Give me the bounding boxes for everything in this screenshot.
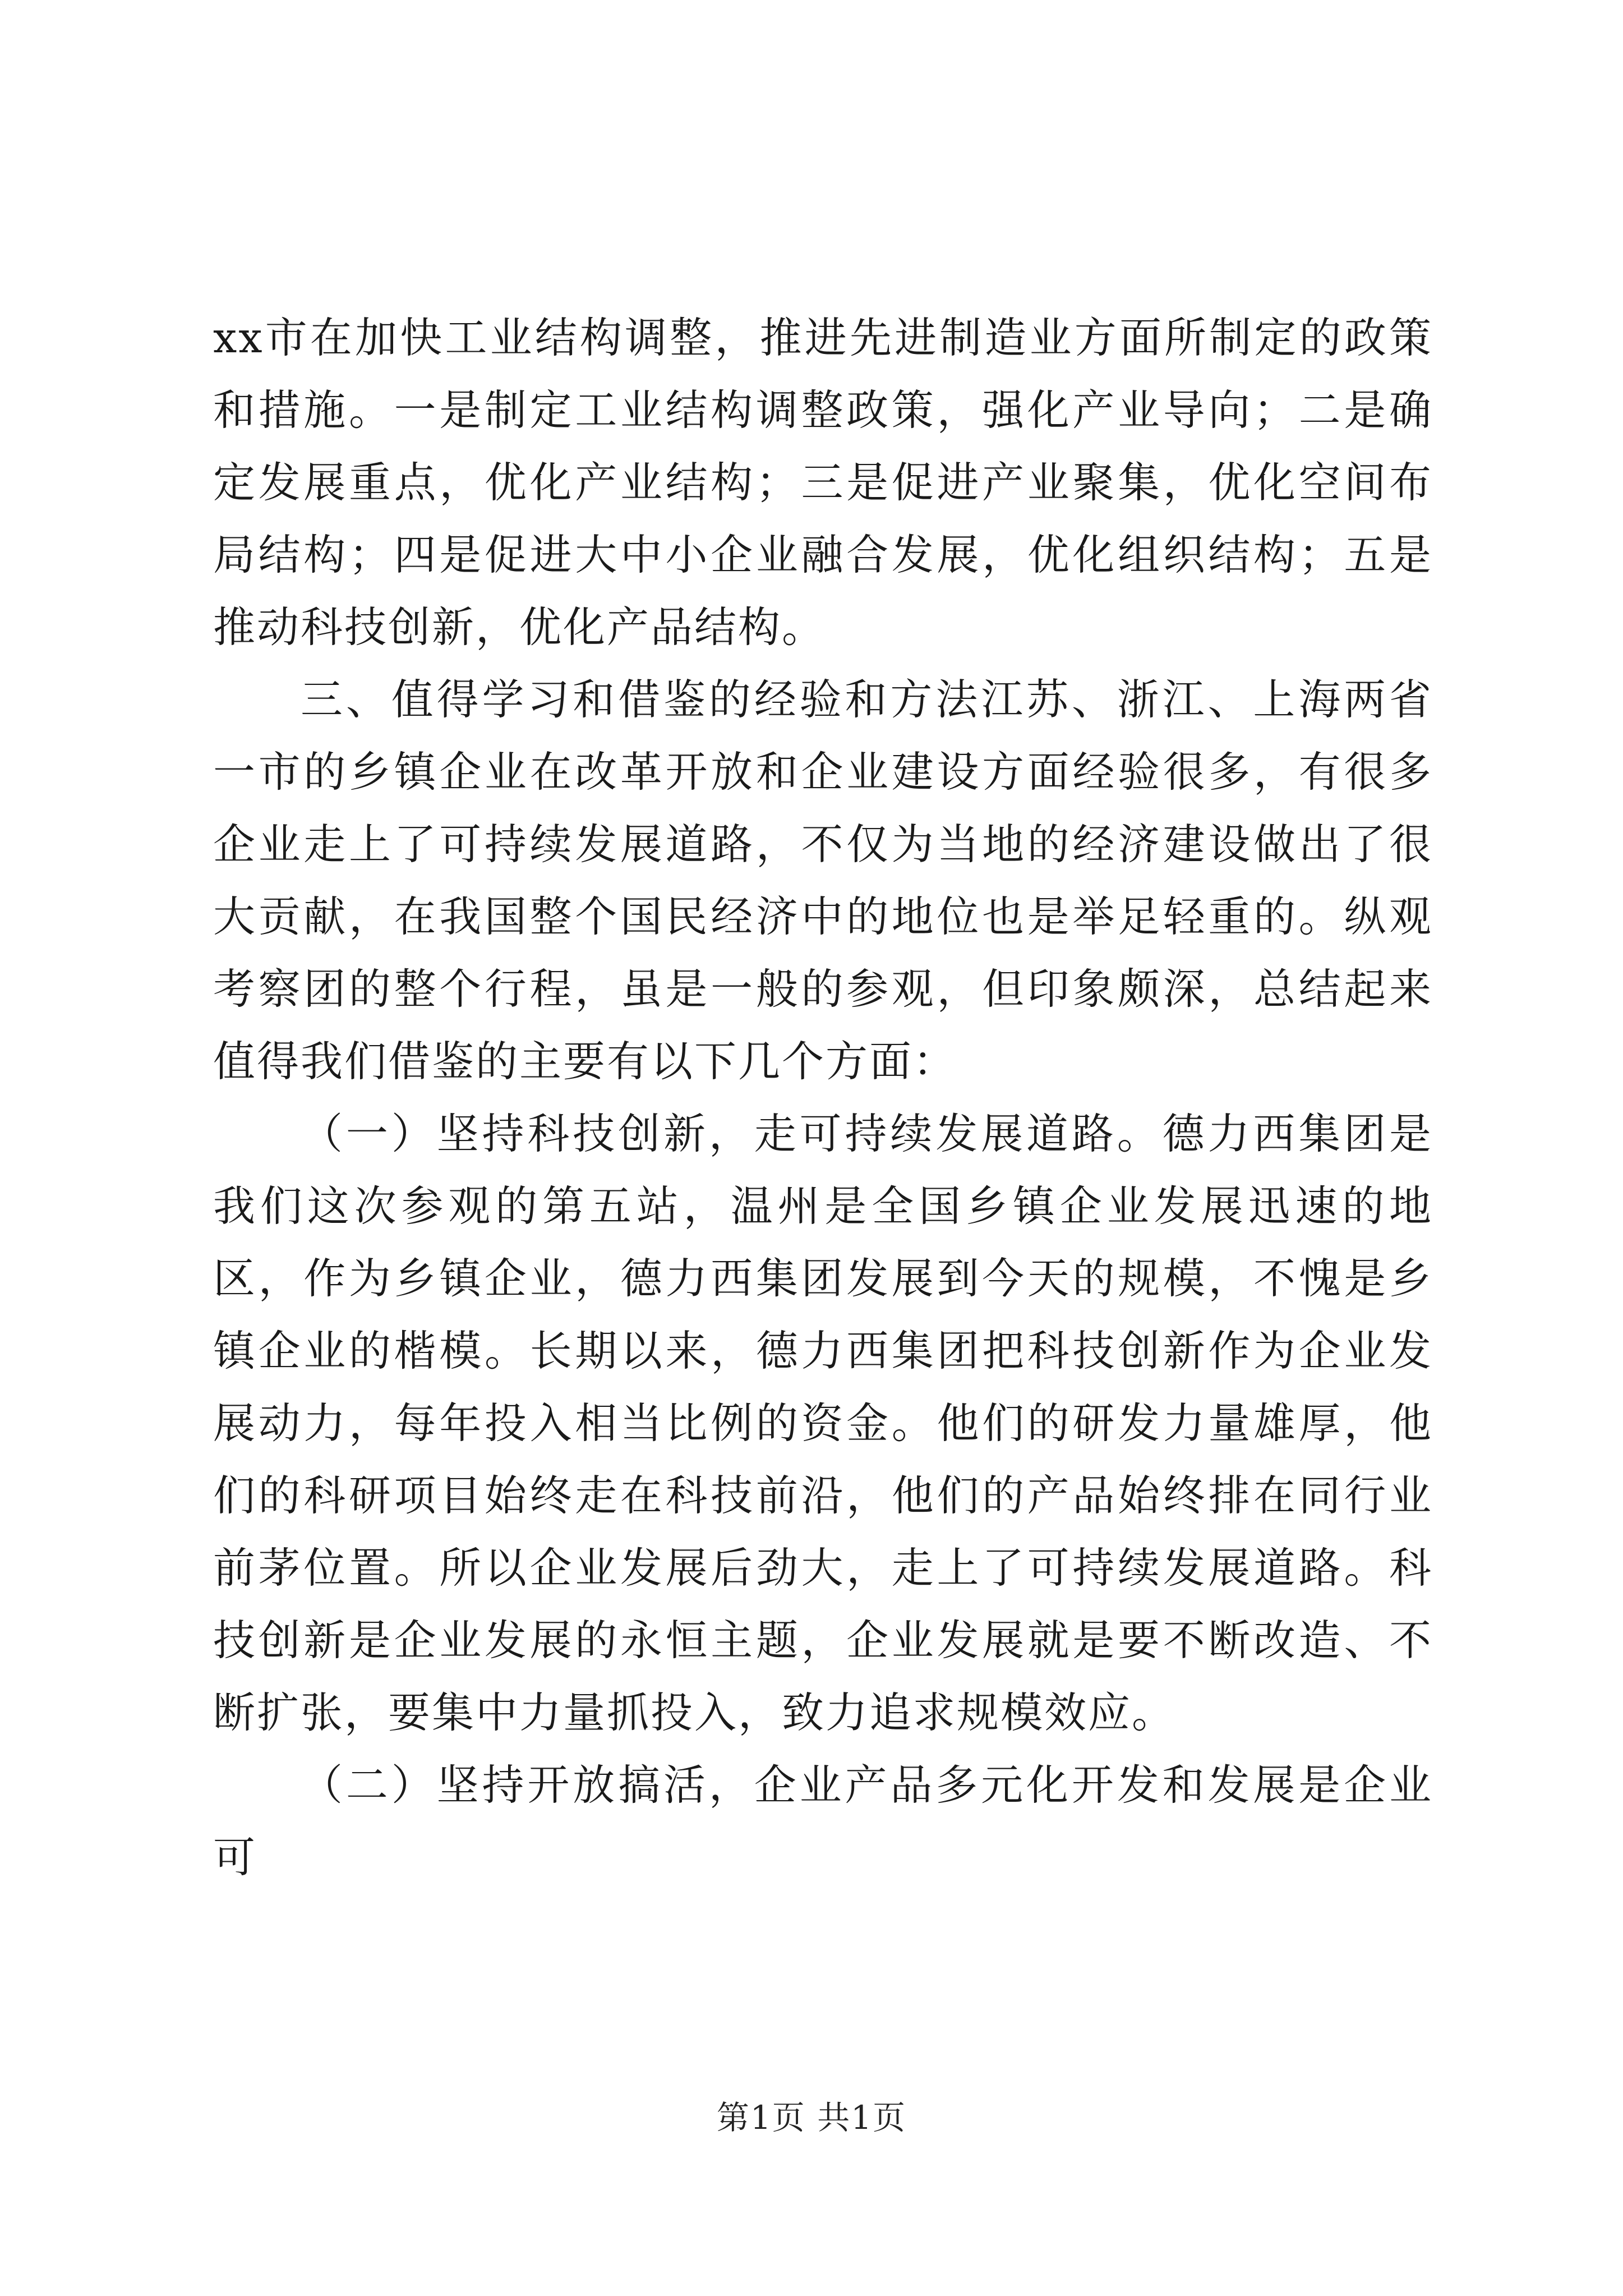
document-body [213,302,1433,1894]
page-footer: 第1页 共1页 [716,2099,907,2137]
paragraph-section-three-experience: 三、值得学习和借鉴的经验和方法江苏、浙江、上海两省一市的乡镇企业在改革开放和企业建设方面经验很多，有很多企业走上了可持续发展道路，不仅为当地的经济建设做出了很大贡献，在我国整个国民经济中的地位也是举足轻重的。纵观考察团的整个行程，虽是一般的参观，但印象颇深，总结起来值得我们借鉴的主要有以下几个方面： [213,675,1433,1086]
paragraph-item-one-innovation: （一）坚持科技创新，走可持续发展道路。德力西集团是我们这次参观的第五站，温州是全国乡镇企业发展迅速的地区，作为乡镇企业，德力西集团发展到今天的规模，不愧是乡镇企业的楷模。长期以来，德力西集团把科技创新作为企业发展动力，每年投入相当比例的资金。他们的研发力量雄厚，他们的科研项目始终走在科技前沿，他们的产品始终排在同行业前茅位置。所以企业发展后劲大，走上了可持续发展道路。科技创新是企业发展的永恒主题，企业发展就是要不断改造、不断扩张，要集中力量抓投入，致力追求规模效应。 [213,1109,1433,1737]
paragraph-policy-measures: xx市在加快工业结构调整，推进先进制造业方面所制定的政策和措施。一是制定工业结构调整政策，强化产业导向；二是确定发展重点，优化产业结构；三是促进产业聚集，优化空间布局结构；四是促进大中小企业融合发展，优化组织结构；五是推动科技创新，优化产品结构。 [213,313,1433,652]
paragraph-item-two-opening: （二）坚持开放搞活，企业产品多元化开发和发展是企业可 [213,1760,1433,1882]
